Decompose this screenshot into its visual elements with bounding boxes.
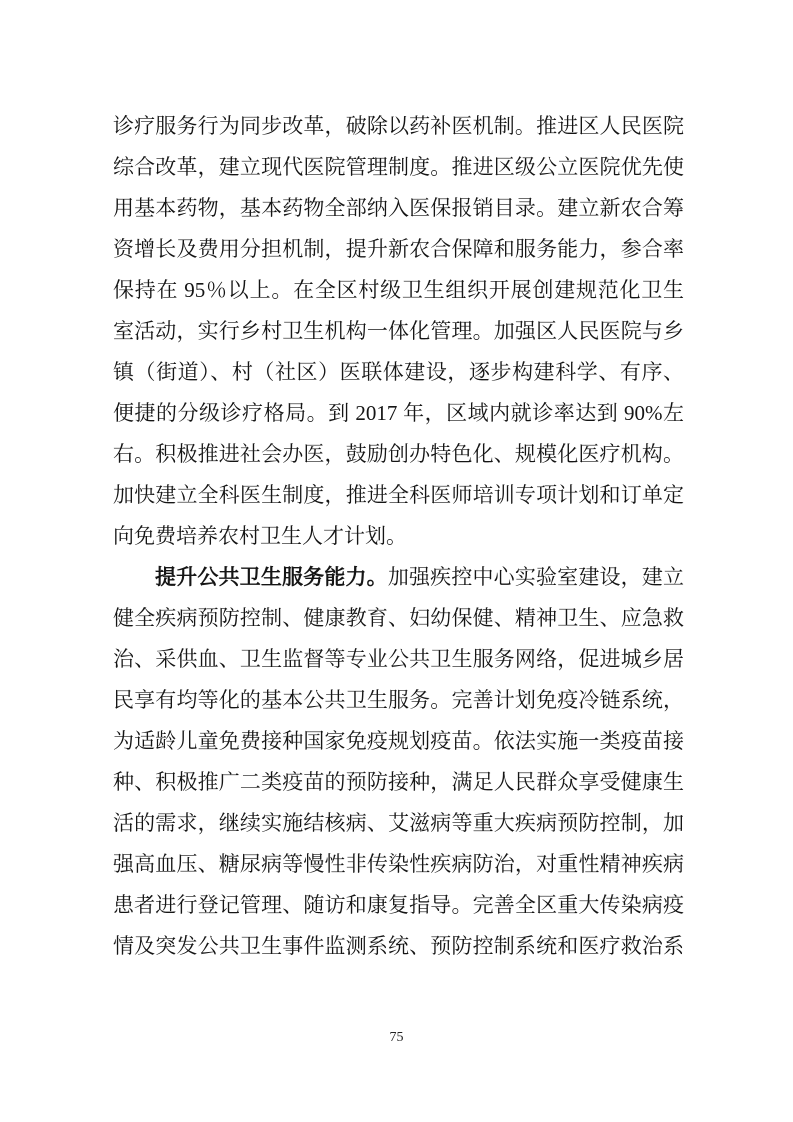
text-run: 强高血压、糖尿病等慢性非传染性疾病防治，对重性精神疾病	[113, 852, 684, 876]
text-run: 镇（街道）、村（社区）医联体建设，逐步构建科学、有序、	[113, 360, 684, 384]
text-run: 资增长及费用分担机制，提升新农合保障和服务能力，参合率	[113, 237, 684, 261]
text-run: 活的需求，继续实施结核病、艾滋病等重大疾病预防控制，加	[113, 811, 684, 835]
text-line	[113, 557, 684, 598]
text-line	[113, 311, 684, 352]
text-run: 右。积极推进社会办医，鼓励创办特色化、规模化医疗机构。	[113, 442, 684, 466]
text-run: 便捷的分级诊疗格局。到 2017 年，区域内就诊率达到 90%左	[113, 401, 684, 425]
text-line	[113, 147, 684, 188]
text-line	[113, 475, 684, 516]
text-run: 室活动，实行乡村卫生机构一体化管理。加强区人民医院与乡	[113, 319, 684, 343]
text-run: 加强疾控中心实验室建设，建立	[387, 565, 684, 589]
text-line	[113, 926, 684, 967]
text-line	[113, 721, 684, 762]
text-line	[113, 803, 684, 844]
text-line	[113, 393, 684, 434]
bold-run: 提升公共卫生服务能力。	[155, 565, 388, 589]
text-run: 治、采供血、卫生监督等专业公共卫生服务网络，促进城乡居	[113, 647, 684, 671]
text-line	[113, 516, 684, 557]
text-line	[113, 352, 684, 393]
text-line	[113, 229, 684, 270]
text-run: 患者进行登记管理、随访和康复指导。完善全区重大传染病疫	[113, 893, 684, 917]
text-run: 诊疗服务行为同步改革，破除以药补医机制。推进区人民医院	[113, 114, 684, 138]
text-run: 情及突发公共卫生事件监测系统、预防控制系统和医疗救治系	[113, 934, 684, 958]
text-run: 向免费培养农村卫生人才计划。	[113, 524, 407, 548]
text-line	[113, 188, 684, 229]
text-line	[113, 680, 684, 721]
text-line	[113, 598, 684, 639]
text-run: 综合改革，建立现代医院管理制度。推进区级公立医院优先使	[113, 155, 684, 179]
text-run: 种、积极推广二类疫苗的预防接种，满足人民群众享受健康生	[113, 770, 684, 794]
text-line	[113, 762, 684, 803]
text-line	[113, 434, 684, 475]
text-run: 加快建立全科医生制度，推进全科医师培训专项计划和订单定	[113, 483, 684, 507]
text-line	[113, 639, 684, 680]
text-run: 为适龄儿童免费接种国家免疫规划疫苗。依法实施一类疫苗接	[113, 729, 684, 753]
text-run: 保持在 95％以上。在全区村级卫生组织开展创建规范化卫生	[113, 278, 684, 302]
text-line	[113, 885, 684, 926]
page-number: 75	[389, 1030, 404, 1045]
text-run: 用基本药物，基本药物全部纳入医保报销目录。建立新农合筹	[113, 196, 684, 220]
body-text	[113, 106, 684, 967]
text-run: 健全疾病预防控制、健康教育、妇幼保健、精神卫生、应急救	[113, 606, 684, 630]
text-line	[113, 270, 684, 311]
text-line	[113, 844, 684, 885]
text-line	[113, 106, 684, 147]
text-run: 民享有均等化的基本公共卫生服务。完善计划免疫冷链系统，	[113, 688, 684, 712]
